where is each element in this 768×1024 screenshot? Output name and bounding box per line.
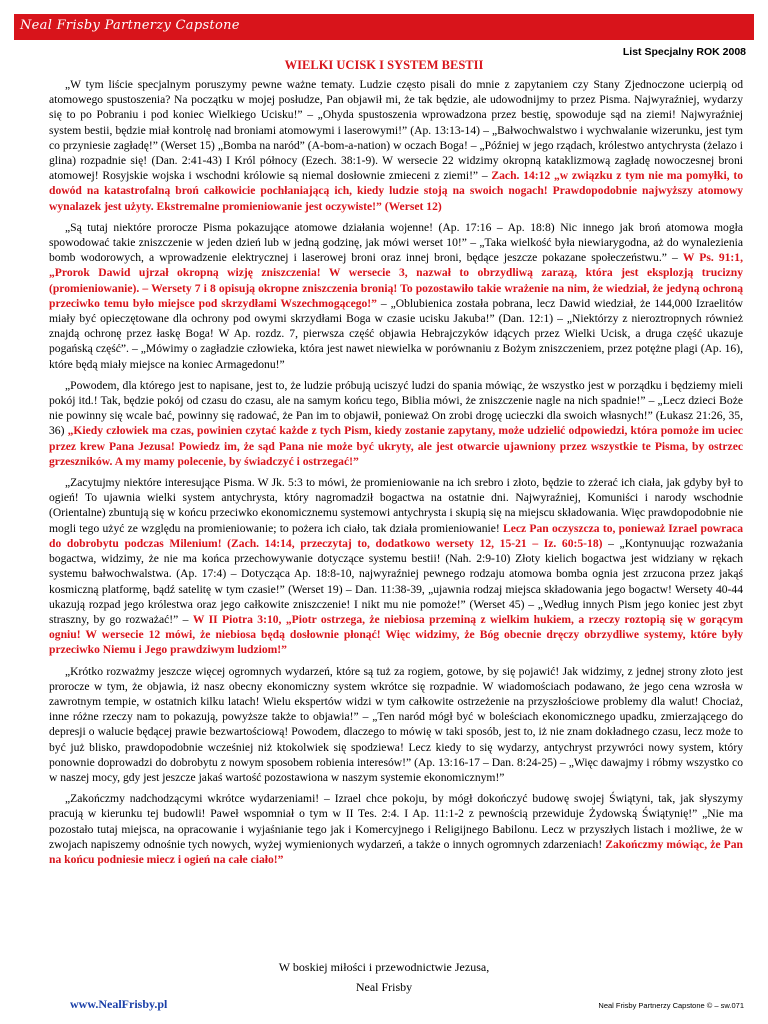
emphasized-text: W II Piotra 3:10, „Piotr ostrzega, że niebiosa przeminą z wielkim hukiem, a rzeczy roztopią się w gorącym ogniu! W wersecie 12 mówi, że niebiosa będą dosłownie płonąć! Więc widzimy, że Bóg obecnie dręczy obrzydliwe systemy, które były przeciwko Niemu i Jego prawdziwym ludziom!” [49,612,743,657]
header-banner [14,14,754,40]
paragraph-text: „Zacytujmy niektóre interesujące Pisma. W Jk. 5:3 to mówi, że promieniowanie na ich srebro i złoto, będzie to zżerać ich ciała, jak gdyby był to ogień! To ujawnia wielki system antychrysta, który nagromadził bogactwa na ostatnie dni. Najwyraźniej, Komuniści i narody wschodnie (Orientalne) zbuntują się w końcu przeciwko ekonomicznemu systemowi antychrysta i skupią się na miejscu składowania. Więc prawdopodobnie nie mogli tego użyć ze względu na promieniowanie; to pożera ich ciało, tak działa promieniowanie! [49,476,743,535]
paragraph [49,475,743,657]
paragraph-text: „Powodem, dla którego jest to napisane, jest to, że ludzie próbują uciszyć ludzi do spania mówiąc, że wszystko jest w porządku i będziemy mieli pokój itd.! Tak, będzie pokój od czasu do czasu, ale na samym końcu tego, Biblia mówi, że zniszczenie nagle na nich spadnie!” – „Lecz dzieci Boże nie powinny się wcale bać, powinny się radować, że Pan im to objawił, ponieważ On zrobi drogę ucieczki dla swoich własnych!” (Łukasz 21:26, 35, 36) [49,378,743,438]
paragraph [49,220,743,372]
paragraph [49,378,743,469]
paragraph-text: „Są tutaj niektóre prorocze Pisma pokazujące atomowe działania wojenne! (Ap. 17:16 – Ap. 18:8) Nic innego jak broń atomowa mogła spowodować takie zniszczenie w jeden dzień lub w jedną godzinę, jak mówi werset 10!” – „Taka wielkość była niewiarygodna, aż do wynalezienia bomb wodorowych, a wprowadzenie elektrycznej i laserowej broni oraz innej broni, będące jeszcze pokazane społeczeństwu.” – [49,220,743,265]
paragraph-text: „Zakończmy nadchodzącymi wkrótce wydarzeniami! – Izrael chce pokoju, by mógł dokończyć budowę swojej Świątyni, tak, jak słyszymy pracują w kierunku tej budowli! Paweł wspomniał o tym w II Tes. 2:4. I Ap. 11:1-2 z pewnością przewiduje Żydowską Świątynię!” „Nie ma pozostało tutaj miejsca, na opracowanie i wyjaśnianie tego jak i Komercyjnego i Religijnego Babilonu. Lecz w przyszłych listach i możliwe, że w zwojach napiszemy odnośnie tych nowych, wyżej wymienionych wydarzeń, a także o innych ogromnych zdarzeniach! [49,792,743,851]
emphasized-text: Zakończmy mówiąc, że Pan na końcu podniesie miecz i ogień na całe ciało!” [49,837,743,866]
page-title: WIELKI UCISK I SYSTEM BESTII [284,58,484,72]
paragraph [49,791,743,867]
website-link[interactable]: www.NealFrisby.pl [70,997,168,1011]
banner-title: Neal Frisby Partnerzy Capstone [20,18,240,33]
signature: Neal Frisby [355,980,413,994]
letter-body [49,77,743,873]
closing-line: W boskiej miłości i przewodnictwie Jezusa, [278,960,490,974]
paragraph [49,77,743,214]
emphasized-text: „Kiedy człowiek ma czas, powinien czytać każde z tych Pism, kiedy zostanie zapytany, może udzielić odpowiedzi, która pomoże im uciec przez krew Pana Jezusa! Powiedz im, że sąd Pana nie może być ukryty, ale jest otwarcie ujawniony przez wszystkie te Pisma, by ostrzec grzeszników. A my mamy polecenie, by świadczyć i ostrzegać!” [49,424,743,468]
emphasized-text: W Ps. 91:1, „Prorok Dawid ujrzał okropną wizję zniszczenia! W wersecie 3, nazwał to obrzydliwą zarazą, która jest eksplozją trucizny (promieniowanie). – Wersety 7 i 8 opisują okropne zniszczenia bronią! To pozostawiło takie wrażenie na nim, że wiedział, że jedyną ochroną przeciwko temu było miejsce pod skrzydłami Wszechmogącego!” [49,251,743,310]
paragraph-text: „Krótko rozważmy jeszcze więcej ogromnych wydarzeń, które są tuż za rogiem, gotowe, by się pojawić! Jak widzimy, z jednej strony złoto jest prorocze w tym, że objawia, iż nasz obecny ekonomiczny system wkrótce się rozpadnie. W wiadomościach podawano, że jego cena wzrosła w zawrotnym tempie, w ostatnich kilku latach! Wielu ekspertów widzi w tym całkowite ostrzeżenie na przyszłościowe problemy dla walut! Chociaż, inne różne rzeczy nam to pokazują, powyższe także to objawia!” – „Ten naród mógł być w boleściach ekonomicznego upadku, zmierzającego do depresji o walucie będącej prawie bezwartościową! Powodem, dlaczego to mówię w taki sposób, jest to, iż nie znam dokładnego czasu, lecz może to być już blisko, prawdopodobnie wcześniej niż ktokolwiek się spodziewa! Lecz kiedy to się wydarzy, antychryst przywróci nowy system, który ponownie doprowadzi do dobrobytu z nowym sposobem robienia interesów!” (Ap. 13:16-17 – Dan. 8:24-25) – „Więc dawajmy i róbmy wszystko co w naszej mocy, gdy jest jeszcze jakaś wartość pozostawiona w naszym systemie ekonomicznym!” [49,664,743,784]
paragraph-text: – „Oblubienica została pobrana, lecz Dawid wiedział, że 144,000 Izraelitów miały być opieczętowane dla ochrony pod owymi skrzydłami Boga w czasie ucisku Jakuba!” (Dan. 12:1) – „Niektórzy z nieroztropnych również znajdą ochronę przez łaskę Boga! W Ap. rozdz. 7, pierwsza część objawia Hebrajczyków idących przez Wielki Ucisk, a druga część ukazuje pogańską część”. – „Mówimy o zagładzie człowieka, która jest nawet niewielka w porównaniu z Bożym zniszczeniem, przez potężne plagi (Ap. 16), które będą miały miejsce na koniec Armagedonu!” [49,296,743,371]
letter-label: List Specjalny ROK 2008 [622,46,746,58]
footer-copyright: Neal Frisby Partnerzy Capstone © – sw.071 [598,1001,744,1010]
emphasized-text: Zach. 14:12 „w związku z tym nie ma pomyłki, to dowód na katastrofalną broń całkowicie pochłaniającą ich, kiedy ludzie stoją na swoich nogach! Prawdopodobnie najwyższy atomowy wynalazek jest użyty. Ekstremalne promieniowanie jest oczywiste!” (Werset 12) [49,169,743,213]
paragraph [49,664,743,786]
paragraph-text: – „Kontynuując rozważania bogactwa, widzimy, że nie ma końca przechowywanie dotyczące systemu bestii! (Nah. 2:9-10) Złoty kielich bogactwa jest widziany w rękach systemu bałwochwalstwa. (Ap. 17:4) – Dotycząca Ap. 18:8-10, najwyraźniej pewnego rodzaju atomowa bomba ognia jest zrzucona przez jakąś kosmiczną platformę, bądź satelitę w tym czasie!” (Werset 19) – Dan. 11:38-39, „ujawnia rodzaj miejsca składowania jego bogactw! Wersety 40-44 ukazują rozpad jego królestwa oraz jego całkowite zniszczenie! I nikt mu nie pomoże!” (Werset 45) – „Według innych Pism jego koniec jest zbyt straszny, by go rozważać!” – [49,536,743,626]
paragraph-text: „W tym liście specjalnym poruszymy pewne ważne tematy. Ludzie często pisali do mnie z zapytaniem czy Stany Zjednoczone ucierpią od atomowego spustoszenia? Na początku w mojej posłudze, Pan objawił mi, że tak będzie, ale udowodnijmy to przez Pisma. Najwyraźniej, wydarzy się to po Pobraniu i pod koniec Wielkiego Ucisku!” – „Ohyda spustoszenia wprowadzona przez bestię, spowoduje sąd na ziemi! Najwyraźniej system bestii, będzie miał kontrolę nad broniami atomowymi i laserowymi!” (Ap. 13:13-14) – „Bałwochwalstwo i wychwalanie wizerunku, jest tym co przyniesie zagładę!” (Werset 15) „Bomba na naród” (A-bom-a-nation) w oczach Boga! – „Później w jego rządach, królestwo antychrysta (żelazo i glina) rozpadnie się! (Dan. 2:41-43) I Król północy (Ezech. 38:1-9). W wersecie 22 widzimy okropną kataklizmową zagładę nowoczesnej broni atomowej! Rosyjskie wojska i wschodni królowie są niemal dosłownie zmieceni z ziemi!” – [49,78,743,183]
emphasized-text: Lecz Pan oczyszcza to, ponieważ Izrael powraca do dobrobytu podczas Milenium! (Zach. 14:14, przeczytaj to, dodatkowo wersety 12, 15-21 – Iz. 60:5-18) [49,521,744,550]
